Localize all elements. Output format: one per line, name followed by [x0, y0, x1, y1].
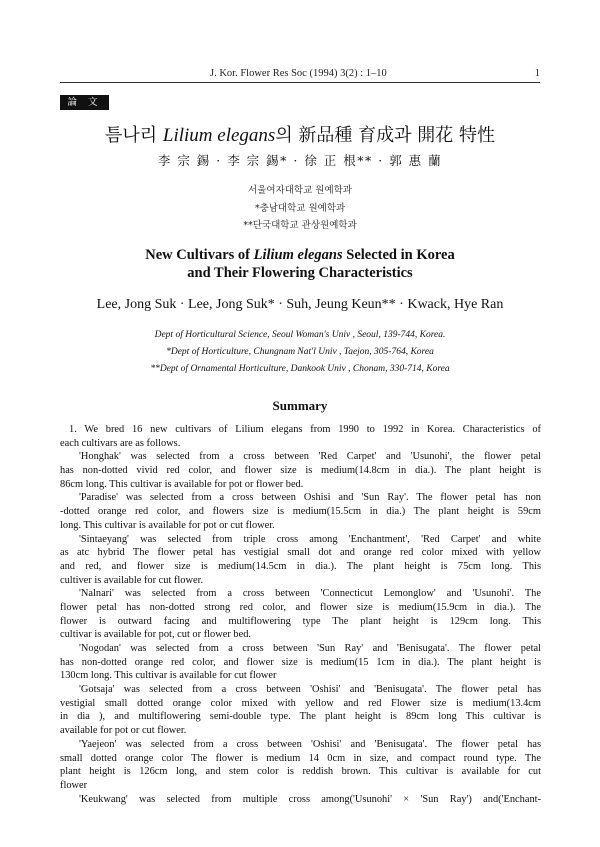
korean-title-species: Lilium elegans [162, 125, 276, 146]
english-title [60, 246, 540, 282]
summary-line: 1. We bred 16 new cultivars of Lilium elegans from 1990 to 1992 in Korea. Characteristics of [69, 424, 541, 435]
summary-line: available for pot or cut flower. [60, 725, 187, 737]
english-title-part: New Cultivars of [145, 247, 254, 263]
summary-line: has non-dotted orange red color, and flower size is medium(15 1cm in dia.). The plant height is [60, 656, 541, 668]
journal-citation: J. Kor. Flower Res Soc (1994) 3(2) : 1–10 [210, 68, 387, 79]
summary-line: as atc hybrid The flower petal has vestigial small dot and orange red color mixed with yellow [60, 547, 541, 559]
summary-line: has non-dotted vivid red color, and flower size is medium(14.8cm in dia.). The plant height is [60, 465, 541, 477]
korean-affiliation: **단국대학교 관상원예학과 [243, 220, 357, 231]
english-title-part: Selected in Korea [342, 247, 455, 263]
summary-line: cultivar is available for pot, cut or flower bed. [60, 629, 252, 641]
summary-line: -dotted orange red color, and flowers size is medium(15.5cm in dia.) The plant height is 59cm [60, 506, 541, 518]
english-title-species: Lilium elegans [253, 247, 343, 263]
summary-heading: Summary [272, 398, 328, 413]
summary-line: flower petal has non-dotted strong red color, and flower size is medium(15.9cm in dia.). The [60, 601, 541, 613]
english-authors: Lee, Jong Suk · Lee, Jong Suk* · Suh, Jeung Keun** · Kwack, Hye Ran [96, 297, 504, 312]
summary-line: in dia ), and multiflowering semi-double type. The plant height is 89cm long This cultivar is [60, 711, 541, 723]
english-title-line2: and Their Flowering Characteristics [187, 265, 413, 281]
header-rule [60, 82, 540, 83]
summary-line: plant height is 126cm long, and stem color is reddish brown. This cultivar is available for cut [60, 766, 541, 778]
english-affiliation: **Dept of Ornamental Horticulture, Dankook Univ , Chonam, 330-714, Korea [150, 364, 450, 374]
summary-line: 86cm long. This cultivar is available for pot or flower bed. [60, 478, 304, 490]
summary-line: 'Yaejeon' was selected from a cross between 'Oshisi' and 'Benisugata'. The flower petal has [79, 738, 541, 750]
summary-line: 'Honghak' was selected from a cross between 'Red Carpet' and 'Usunohi', the flower petal [79, 451, 541, 463]
summary-line: cultiver is available for cut flower. [60, 574, 204, 586]
summary-line: 'Gotsaja' was selected from a cross between 'Oshisi' and 'Benisugata'. The flower petal has [79, 684, 541, 696]
section-tag: 論 文 [60, 95, 109, 110]
summary-line: 130cm long. This cultivar is available for cut flower [60, 670, 277, 682]
korean-authors: 李 宗 錫 · 李 宗 錫* · 徐 正 根** · 郭 惠 蘭 [157, 153, 443, 168]
summary-line: 'Nalnari' was selected from a cross between 'Connecticut Lemonglow' and 'Usunohi'. The [79, 588, 541, 600]
korean-title-suffix: 의 新品種 育成과 開花 特性 [275, 125, 495, 146]
summary-line: vestigial small dotted orange color mixed with yellow and red Flower size is medium(13.4cm [60, 697, 541, 709]
summary-line: 'Keukwang' was selected from multiple cross among('Usunohi' × 'Sun Ray') and('Enchant- [79, 793, 541, 805]
summary-line: 'Paradise' was selected from a cross between Oshisi and 'Sun Ray'. The flower petal has non [79, 492, 541, 504]
summary-line: 'Nogodan' was selected from a cross between 'Sun Ray' and 'Benisugata'. The flower petal [79, 643, 541, 654]
korean-affiliation: *충남대학교 원예학과 [254, 203, 346, 214]
page-number: 1 [534, 68, 540, 79]
summary-line: 'Sintaeyang' was selected from triple cross among 'Enchantment', 'Red Carpet' and white [79, 533, 541, 545]
korean-title-prefix: 틈나리 [105, 125, 163, 146]
korean-title [60, 121, 540, 147]
english-affiliation: *Dept of Horticulture, Chungnam Nat'l Univ , Taejon, 305-764, Korea [166, 347, 434, 357]
summary-line: small dotted orange color The flower is medium 14 0cm in size, and compact round type. The [60, 752, 541, 764]
summary-line: flower [60, 779, 88, 791]
summary-line: long. This cultivar is available for pot or cut flower. [60, 519, 275, 531]
english-affiliation: Dept of Horticultural Science, Seoul Woman's Univ , Seoul, 139-744, Korea. [154, 330, 446, 340]
summary-body [60, 423, 541, 806]
summary-line: each cultivars are as follows. [60, 437, 181, 449]
korean-affiliation: 서울여자대학교 원예학과 [248, 185, 352, 196]
summary-line: flower is outward facing and multiflowering type The plant height is 129cm long. This [60, 615, 541, 627]
summary-line: and red, and flower size is medium(14.5cm in dia.). The plant height is 75cm long. This [60, 560, 541, 572]
